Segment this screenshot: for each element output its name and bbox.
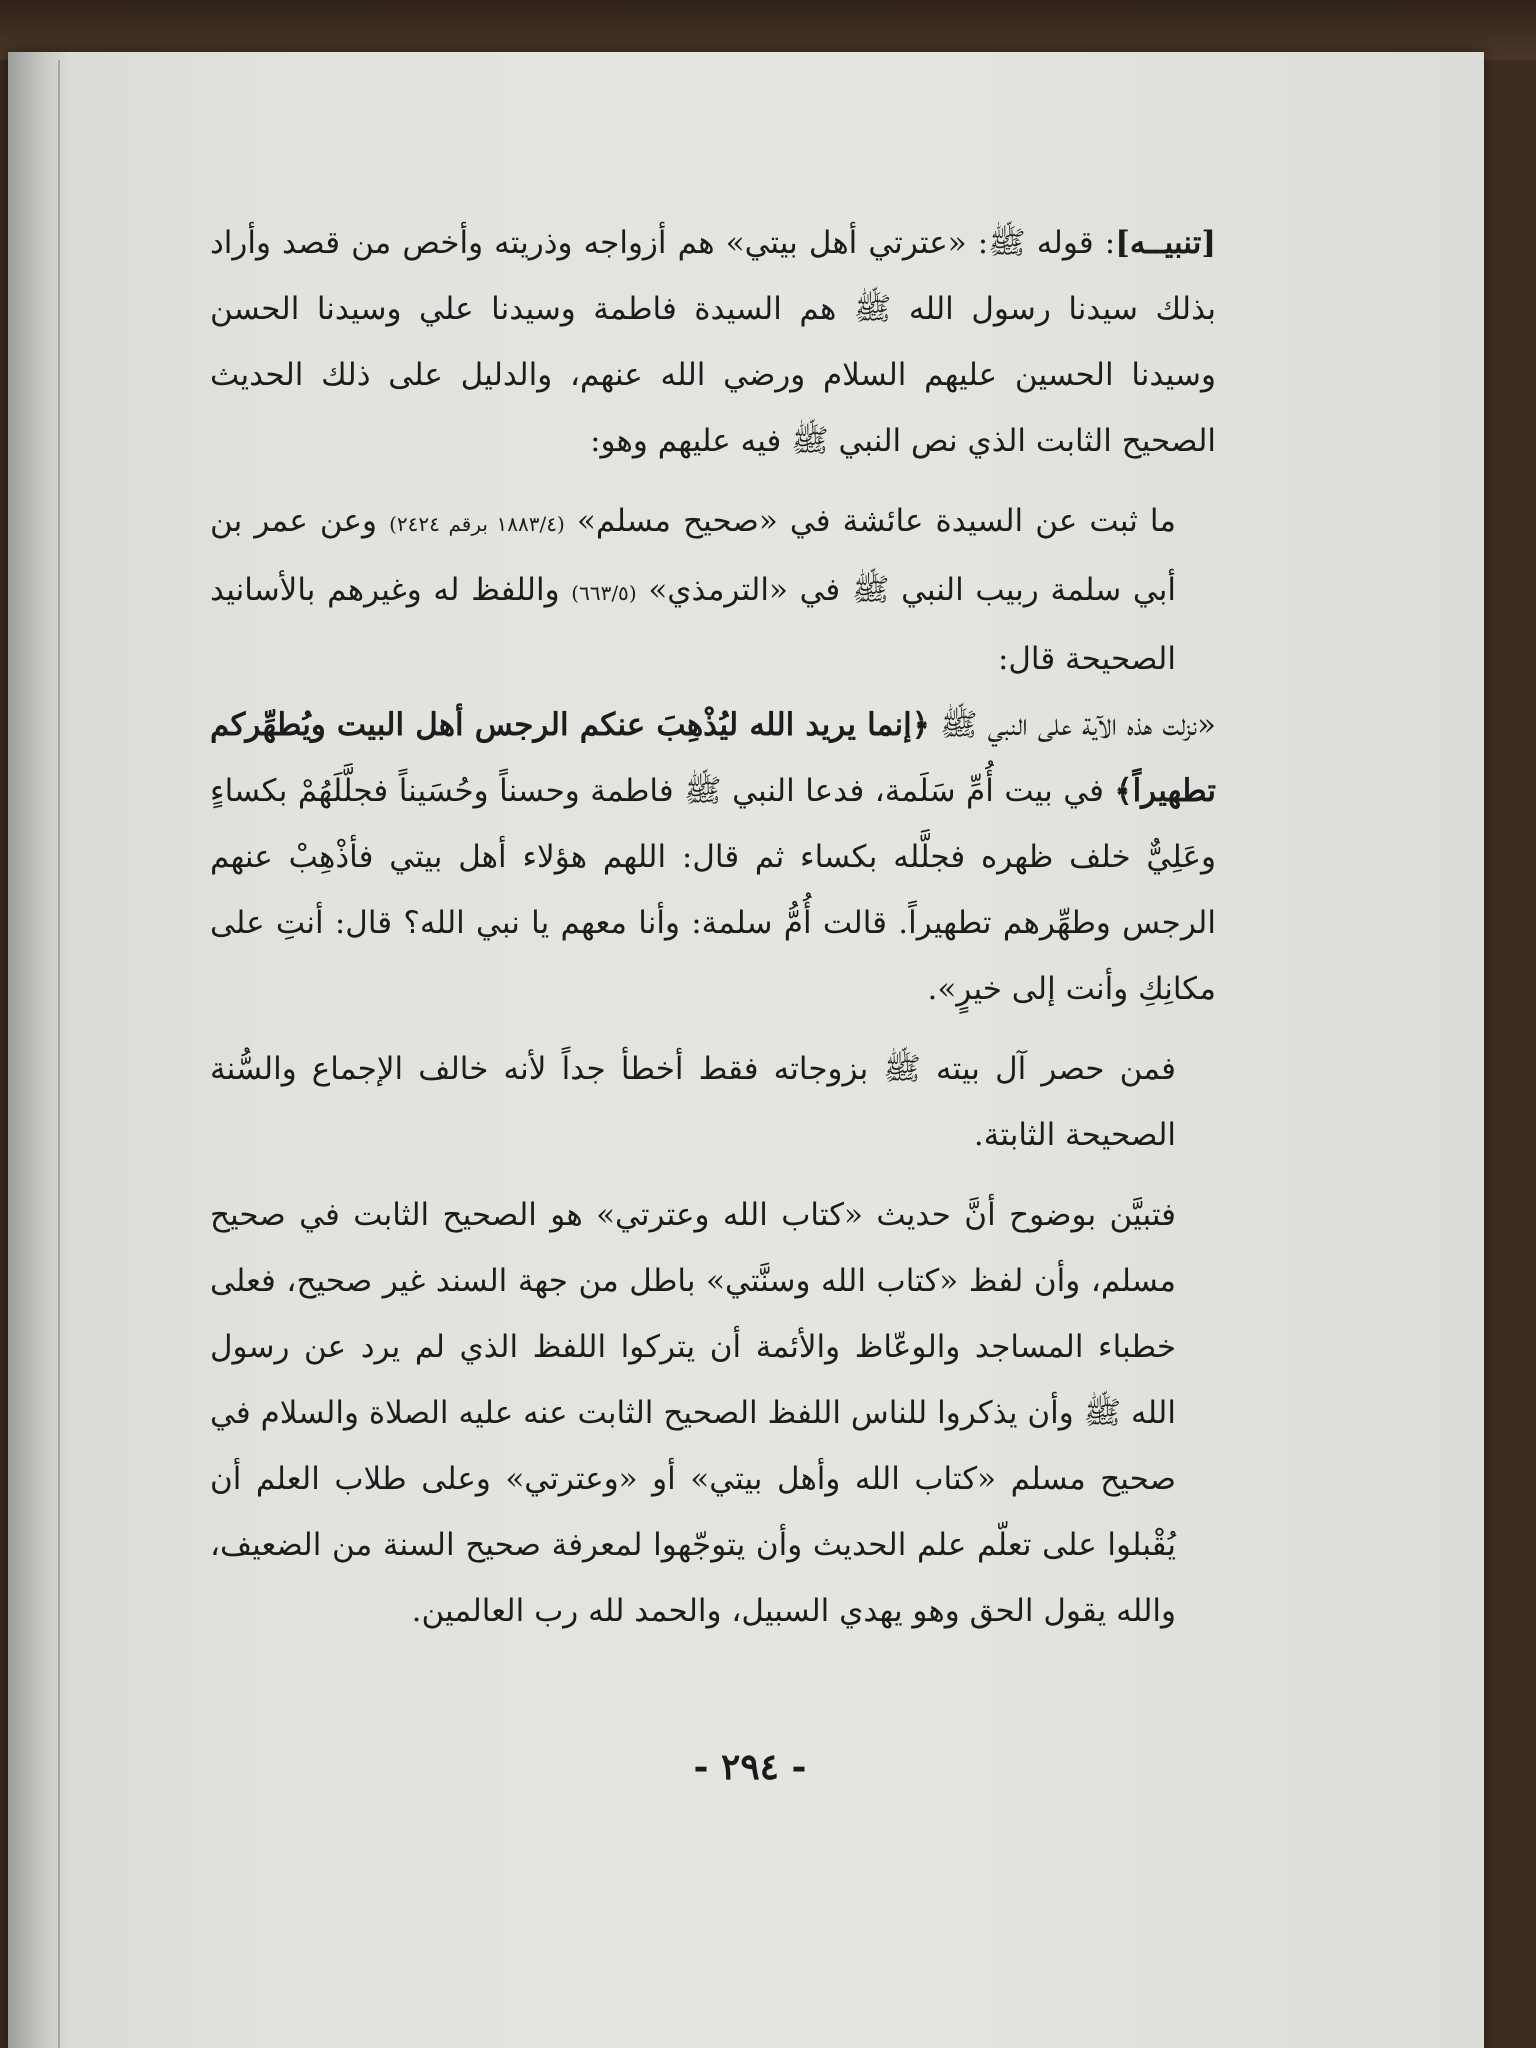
page-binding-shadow (8, 52, 70, 2048)
paragraph-text: في بيت أُمِّ سَلَمة، فدعا النبي ﷺ فاطمة وحسناً وحُسَيناً فجلَّلَهُمْ بكساءٍ وعَلِيٌّ خلف ظهره فجلَّله بكساء ثم قال: اللهم هؤلاء أهل بيتي فأذْهِبْ عنهم الرجس وطهِّرهم تطهيراً. قالت أُمُّ سلمة: وأنا معهم يا نبي الله؟ قال: أنتِ على مكانِكِ وأنت إلى خيرٍ». (210, 773, 1216, 1007)
table-surface (0, 0, 1536, 60)
paragraph-tanbih (210, 210, 1216, 474)
paragraph-text: : قوله ﷺ: «عترتي أهل بيتي» هم أزواجه وذريته وأخص من قصد وأراد بذلك سيدنا رسول الله ﷺ هم السيدة فاطمة وسيدنا علي وسيدنا الحسن وسيدنا الحسين عليهم السلام ورضي الله عنهم، والدليل على ذلك الحديث الصحيح الثابت الذي نص النبي ﷺ فيه عليهم وهو: (210, 225, 1216, 459)
paragraph-conclusion (210, 1036, 1216, 1168)
citation-reference: (١٨٨٣/٤ برقم ٢٤٢٤) (389, 512, 565, 536)
citation-reference: (٦٦٣/٥) (571, 581, 637, 605)
paragraph-text: واللفظ له وغيرهم بالأسانيد الصحيحة قال: (210, 572, 1176, 677)
paragraph-sources (210, 488, 1216, 692)
page-body-text (210, 210, 1216, 1644)
quran-verse: ﴿إنما يريد الله ليُذْهِبَ عنكم الرجس أهل البيت ويُطهِّركم تطهيراً﴾ (210, 707, 1216, 809)
page-edge-line (58, 60, 60, 2048)
paragraph-text: فمن حصر آل بيته ﷺ بزوجاته فقط أخطأ جداً لأنه خالف الإجماع والسُّنة الصحيحة الثابتة. (210, 1051, 1176, 1153)
paragraph-summary (210, 1182, 1216, 1644)
paragraph-text: «نزلت هذه الآية على النبي ﷺ (929, 707, 1216, 743)
paragraph-text: فتبيَّن بوضوح أنَّ حديث «كتاب الله وعترتي» هو الصحيح الثابت في صحيح مسلم، وأن لفظ «كتاب الله وسنَّتي» باطل من جهة السند غير صحيح، فعلى خطباء المساجد والوعّاظ والأئمة أن يتركوا اللفظ الذي لم يرد عن رسول الله ﷺ وأن يذكروا للناس اللفظ الصحيح الثابت عنه عليه الصلاة والسلام في صحيح مسلم «كتاب الله وأهل بيتي» أو «وعترتي» وعلى طلاب العلم أن يُقْبلوا على تعلّم علم الحديث وأن يتوجّهوا لمعرفة صحيح السنة من الضعيف، والله يقول الحق وهو يهدي السبيل، والحمد لله رب العالمين. (210, 1197, 1176, 1629)
paragraph-hadith (210, 692, 1216, 1022)
paragraph-text: وعن عمر بن أبي سلمة ربيب النبي ﷺ في «الترمذي» (210, 503, 1177, 608)
note-label: [تنبيــه] (1115, 225, 1216, 261)
paragraph-text: ما ثبت عن السيدة عائشة في «صحيح مسلم» (564, 503, 1176, 539)
page-number: - ٢٩٤ - (693, 1746, 807, 1788)
